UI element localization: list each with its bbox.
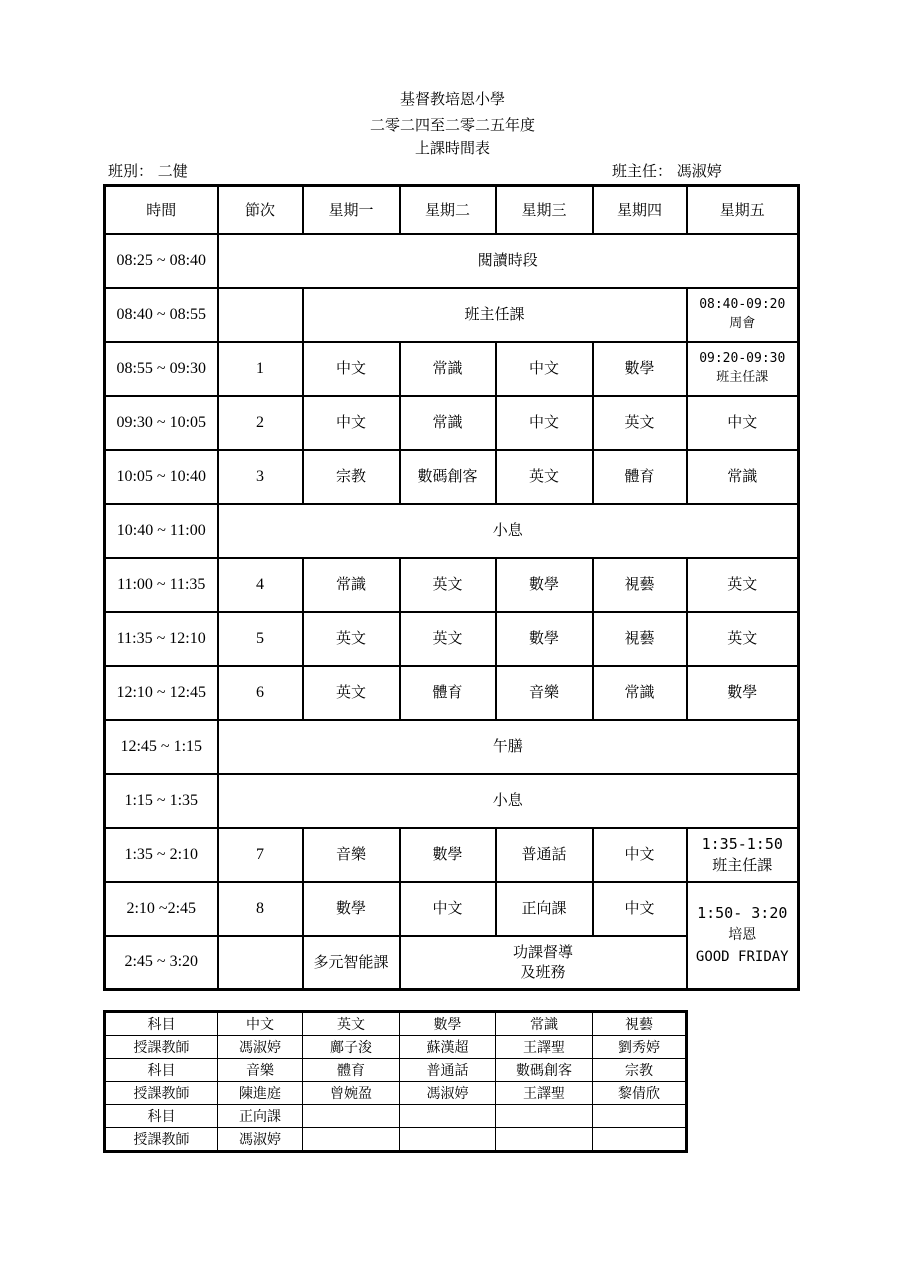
table-row xyxy=(105,234,799,288)
teacher-cell xyxy=(303,1105,400,1128)
fri-special-label: 班主任課 xyxy=(716,369,769,385)
subject-cell: 中文 xyxy=(496,396,593,450)
good-friday-name: GOOD FRIDAY xyxy=(695,949,789,966)
homework-label-2: 及班務 xyxy=(520,963,566,982)
subject-cell: 中文 xyxy=(593,882,687,936)
teacher-cell: 授課教師 xyxy=(105,1082,218,1105)
period-cell: 1 xyxy=(218,342,303,396)
teacher-cell: 數學 xyxy=(400,1012,496,1036)
subject-cell: 宗教 xyxy=(303,450,400,504)
table-row xyxy=(105,288,799,342)
teacher-cell xyxy=(303,1128,400,1152)
good-friday-time: 1:50- 3:20 xyxy=(697,903,788,922)
table-row xyxy=(105,342,799,396)
subject-cell: 數學 xyxy=(496,558,593,612)
teacher-cell: 授課教師 xyxy=(105,1036,218,1059)
table-row xyxy=(105,612,799,666)
fri-special-cell xyxy=(687,828,799,882)
teacher-cell: 科目 xyxy=(105,1012,218,1036)
table-row xyxy=(105,396,799,450)
merged-activity-cell: 閱讀時段 xyxy=(218,234,799,288)
time-cell: 10:40 ~ 11:00 xyxy=(105,504,218,558)
subject-cell: 數學 xyxy=(687,666,799,720)
subject-cell: 中文 xyxy=(400,882,496,936)
teacher-cell xyxy=(496,1105,593,1128)
col-header-time: 時間 xyxy=(105,186,218,234)
class-teacher-label: 班主任： 馮淑婷 xyxy=(612,162,722,180)
teacher-cell: 鄺子浚 xyxy=(303,1036,400,1059)
teacher-cell xyxy=(400,1128,496,1152)
fri-special-label: 班主任課 xyxy=(712,855,773,874)
teacher-cell: 常識 xyxy=(496,1012,593,1036)
subject-cell: 中文 xyxy=(303,342,400,396)
time-cell: 11:00 ~ 11:35 xyxy=(105,558,218,612)
teacher-cell: 音樂 xyxy=(218,1059,303,1082)
subject-cell: 體育 xyxy=(400,666,496,720)
teacher-cell: 英文 xyxy=(303,1012,400,1036)
teacher-cell: 科目 xyxy=(105,1059,218,1082)
period-cell: 3 xyxy=(218,450,303,504)
teacher-cell: 劉秀婷 xyxy=(593,1036,687,1059)
period-cell: 7 xyxy=(218,828,303,882)
time-cell: 08:40 ~ 08:55 xyxy=(105,288,218,342)
subject-cell: 音樂 xyxy=(496,666,593,720)
teacher-cell: 數碼創客 xyxy=(496,1059,593,1082)
teacher-cell: 普通話 xyxy=(400,1059,496,1082)
table-row xyxy=(105,666,799,720)
teacher-row xyxy=(105,1105,687,1128)
subject-cell: 中文 xyxy=(303,396,400,450)
subject-cell: 中文 xyxy=(496,342,593,396)
fri-special-time: 09:20-09:30 xyxy=(699,351,786,367)
subject-cell: 常識 xyxy=(687,450,799,504)
page-title: 上課時間表 xyxy=(414,139,490,157)
table-row xyxy=(105,882,799,936)
merged-activity-cell: 班主任課 xyxy=(303,288,687,342)
subject-cell: 常識 xyxy=(400,342,496,396)
fri-special-cell xyxy=(687,342,799,396)
fri-special-cell xyxy=(687,288,799,342)
subject-cell: 視藝 xyxy=(593,612,687,666)
period-cell: 4 xyxy=(218,558,303,612)
subject-cell: 普通話 xyxy=(496,828,593,882)
subject-cell: 英文 xyxy=(593,396,687,450)
school-year: 二零二四至二零二五年度 xyxy=(369,116,535,134)
subject-cell: 數學 xyxy=(303,882,400,936)
col-header-wed: 星期三 xyxy=(496,186,593,234)
homework-cell xyxy=(400,936,687,990)
table-row xyxy=(105,720,799,774)
subject-cell: 英文 xyxy=(400,558,496,612)
teacher-cell: 宗教 xyxy=(593,1059,687,1082)
teacher-cell: 曾婉盈 xyxy=(303,1082,400,1105)
subject-cell: 中文 xyxy=(593,828,687,882)
school-name: 基督教培恩小學 xyxy=(399,90,505,108)
time-cell: 2:10 ~2:45 xyxy=(105,882,218,936)
time-cell: 09:30 ~ 10:05 xyxy=(105,396,218,450)
subject-cell: 英文 xyxy=(687,558,799,612)
teacher-cell xyxy=(400,1105,496,1128)
subject-cell: 英文 xyxy=(400,612,496,666)
subject-cell: 中文 xyxy=(687,396,799,450)
teacher-cell xyxy=(593,1105,687,1128)
period-cell: 2 xyxy=(218,396,303,450)
teacher-row xyxy=(105,1128,687,1152)
teacher-cell: 科目 xyxy=(105,1105,218,1128)
table-row xyxy=(105,558,799,612)
teacher-cell: 授課教師 xyxy=(105,1128,218,1152)
teacher-row xyxy=(105,1012,687,1036)
fri-special-label: 周會 xyxy=(729,315,756,331)
homework-label-1: 功課督導 xyxy=(512,943,573,961)
good-friday-cell xyxy=(687,882,799,990)
time-cell: 10:05 ~ 10:40 xyxy=(105,450,218,504)
subject-cell: 常識 xyxy=(593,666,687,720)
teacher-table xyxy=(103,1010,688,1153)
subject-cell: 英文 xyxy=(496,450,593,504)
teacher-cell: 王譯聖 xyxy=(496,1036,593,1059)
table-row xyxy=(105,774,799,828)
period-cell: 8 xyxy=(218,882,303,936)
subject-cell: 正向課 xyxy=(496,882,593,936)
col-header-thu: 星期四 xyxy=(593,186,687,234)
timetable xyxy=(103,184,800,991)
time-cell: 1:15 ~ 1:35 xyxy=(105,774,218,828)
col-header-period: 節次 xyxy=(218,186,303,234)
subject-cell: 數學 xyxy=(593,342,687,396)
merged-activity-cell: 小息 xyxy=(218,774,799,828)
time-cell: 08:25 ~ 08:40 xyxy=(105,234,218,288)
fri-special-time: 1:35-1:50 xyxy=(701,835,783,854)
period-cell: 6 xyxy=(218,666,303,720)
teacher-cell: 王譯聖 xyxy=(496,1082,593,1105)
subject-cell: 數碼創客 xyxy=(400,450,496,504)
period-cell: 5 xyxy=(218,612,303,666)
col-header-fri: 星期五 xyxy=(687,186,799,234)
subject-cell: 視藝 xyxy=(593,558,687,612)
teacher-cell xyxy=(593,1128,687,1152)
teacher-cell: 體育 xyxy=(303,1059,400,1082)
teacher-cell: 陳進庭 xyxy=(218,1082,303,1105)
subject-cell: 英文 xyxy=(303,612,400,666)
teacher-cell: 視藝 xyxy=(593,1012,687,1036)
table-row xyxy=(105,504,799,558)
header-row xyxy=(105,186,799,234)
time-cell: 1:35 ~ 2:10 xyxy=(105,828,218,882)
teacher-cell: 黎倩欣 xyxy=(593,1082,687,1105)
good-friday-label: 培恩 xyxy=(728,927,757,944)
subject-cell: 英文 xyxy=(687,612,799,666)
teacher-row xyxy=(105,1082,687,1105)
subject-cell: 常識 xyxy=(303,558,400,612)
teacher-cell: 馮淑婷 xyxy=(400,1082,496,1105)
teacher-cell: 馮淑婷 xyxy=(218,1128,303,1152)
subject-cell: 數學 xyxy=(400,828,496,882)
time-cell: 08:55 ~ 09:30 xyxy=(105,342,218,396)
subject-cell: 多元智能課 xyxy=(303,936,400,990)
merged-activity-cell: 小息 xyxy=(218,504,799,558)
table-row xyxy=(105,828,799,882)
fri-special-time: 08:40-09:20 xyxy=(699,297,786,313)
period-cell xyxy=(218,936,303,990)
time-cell: 2:45 ~ 3:20 xyxy=(105,936,218,990)
col-header-tue: 星期二 xyxy=(400,186,496,234)
table-row xyxy=(105,450,799,504)
subject-cell: 體育 xyxy=(593,450,687,504)
subject-cell: 英文 xyxy=(303,666,400,720)
time-cell: 12:10 ~ 12:45 xyxy=(105,666,218,720)
subject-cell: 音樂 xyxy=(303,828,400,882)
teacher-cell: 蘇漢超 xyxy=(400,1036,496,1059)
subject-cell: 常識 xyxy=(400,396,496,450)
period-cell xyxy=(218,288,303,342)
teacher-cell: 正向課 xyxy=(218,1105,303,1128)
teacher-cell: 馮淑婷 xyxy=(218,1036,303,1059)
teacher-cell: 中文 xyxy=(218,1012,303,1036)
merged-activity-cell: 午膳 xyxy=(218,720,799,774)
teacher-cell xyxy=(496,1128,593,1152)
subject-cell: 數學 xyxy=(496,612,593,666)
col-header-mon: 星期一 xyxy=(303,186,400,234)
teacher-row xyxy=(105,1036,687,1059)
teacher-row xyxy=(105,1059,687,1082)
class-label: 班別： 二健 xyxy=(108,162,188,180)
time-cell: 11:35 ~ 12:10 xyxy=(105,612,218,666)
time-cell: 12:45 ~ 1:15 xyxy=(105,720,218,774)
